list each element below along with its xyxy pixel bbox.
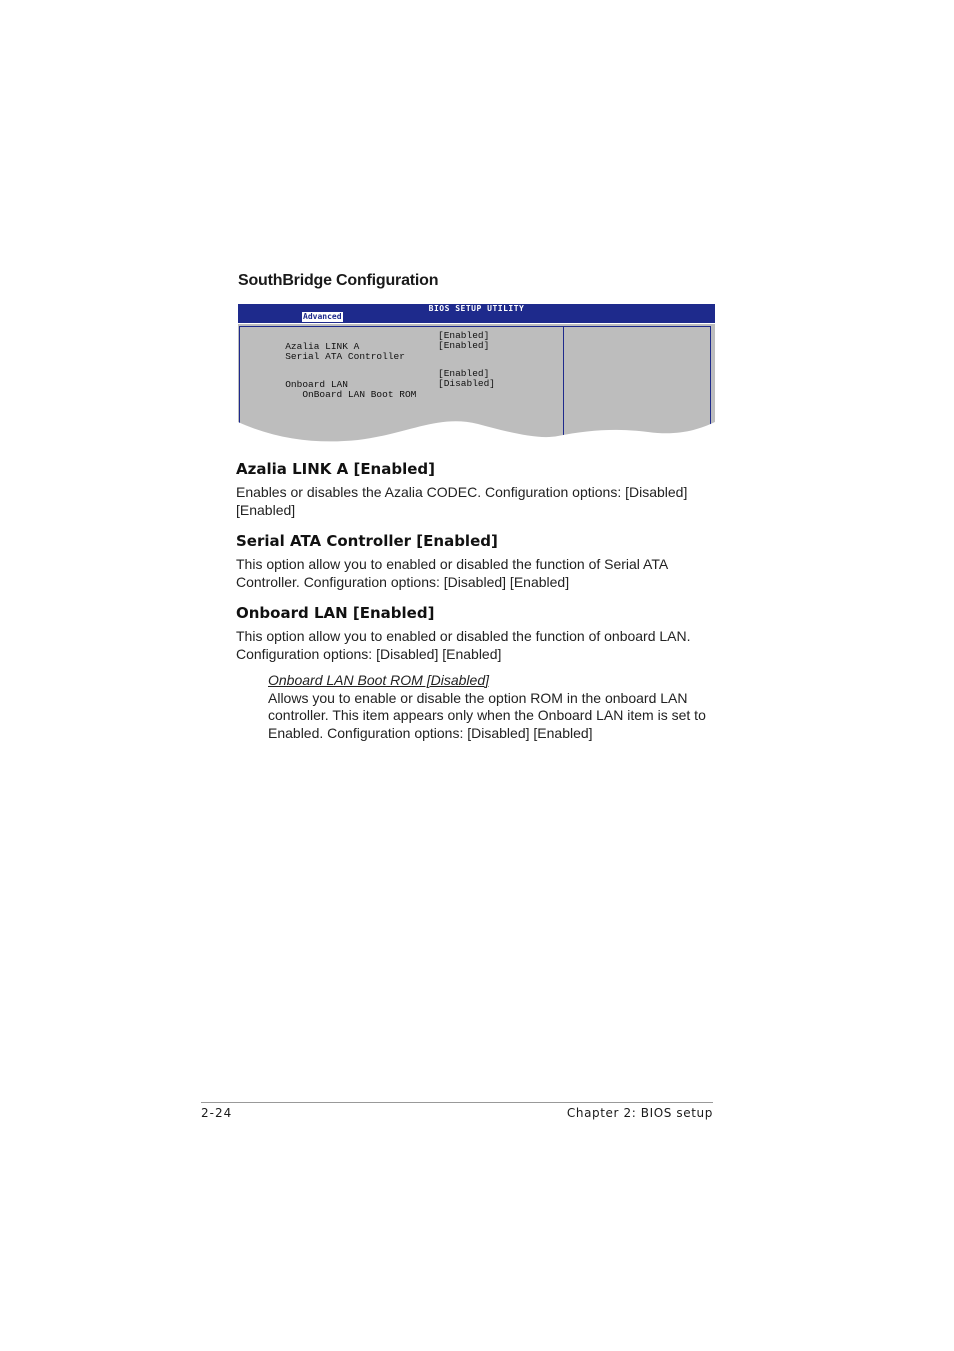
lan-boot-rom-section — [268, 672, 714, 742]
azalia-heading: Azalia LINK A [Enabled] — [236, 460, 436, 478]
bios-row-label: Onboard LAN — [285, 379, 348, 390]
lan-boot-rom-heading: Onboard LAN Boot ROM [Disabled] — [268, 672, 489, 688]
bios-row-label: OnBoard LAN Boot ROM — [285, 389, 417, 400]
bios-screenshot — [238, 304, 715, 446]
bios-row-value: [Enabled] — [438, 330, 490, 341]
bios-row-label: Azalia LINK A — [285, 341, 360, 352]
lan-heading: Onboard LAN [Enabled] — [236, 604, 435, 622]
sata-description: This option allow you to enabled or disabled the function of Serial ATA Controller. Configuration options: [Disabled] [Enabled] — [236, 556, 668, 590]
bios-tab-advanced: Advanced — [303, 312, 342, 321]
chapter-label: Chapter 2: BIOS setup — [566, 1106, 713, 1120]
bios-row-value: [Enabled] — [438, 368, 490, 379]
bios-header — [238, 304, 715, 323]
bios-title: BIOS SETUP UTILITY — [428, 304, 525, 313]
page-number: 2-24 — [201, 1106, 233, 1120]
azalia-description: Enables or disables the Azalia CODEC. Configuration options: [Disabled] [Enabled] — [236, 484, 688, 518]
bios-row-value: [Enabled] — [438, 340, 490, 351]
sata-heading: Serial ATA Controller [Enabled] — [236, 532, 498, 550]
lan-boot-rom-description: Allows you to enable or disable the option ROM in the onboard LAN controller. This item appears only when the Onboard LAN item is set to Enabled. Configuration options: [Disabled] [Enabled] — [268, 689, 706, 741]
bios-row-value: [Disabled] — [438, 378, 496, 389]
bios-row-label: Serial ATA Controller — [285, 351, 405, 362]
section-title: SouthBridge Configuration — [238, 272, 439, 289]
footer-divider — [201, 1102, 713, 1103]
torn-edge-wave — [238, 400, 715, 446]
lan-description: This option allow you to enabled or disabled the function of onboard LAN. Configuration options: [Disabled] [Enabled] — [236, 628, 691, 662]
